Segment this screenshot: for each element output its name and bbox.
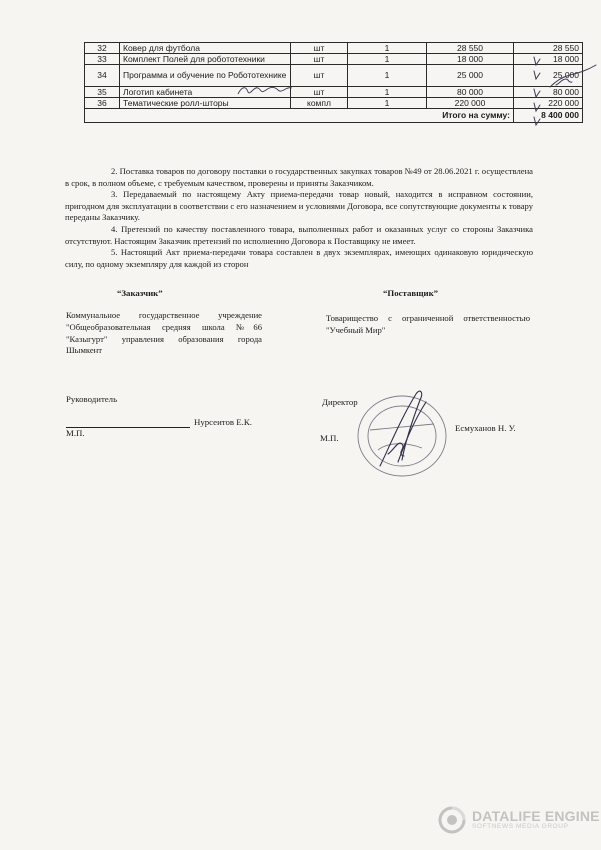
watermark-subtitle: SOFTNEWS MEDIA GROUP [472,823,569,830]
item-sum: 220 000 [514,98,583,109]
item-sum: 25 000 [514,65,583,87]
paragraph-3 [65,189,533,224]
item-price: 18 000 [427,54,514,65]
item-qty: 1 [348,54,427,65]
total-row [85,109,583,123]
customer-role: Руководитель [66,394,118,404]
datalife-watermark [438,806,600,834]
item-unit: шт [291,54,348,65]
item-name: Комплект Полей для робототехники [120,54,291,65]
supplier-signer: Есмуханов Н. У. [455,423,516,433]
table-row [85,43,583,54]
supplier-organization: Товарищество с ограниченной ответственностью "Учебный Мир" [326,313,530,335]
item-sum: 28 550 [514,43,583,54]
paragraph-2 [65,166,533,189]
item-qty: 1 [348,43,427,54]
item-name: Программа и обучение по Робототехнике [120,65,291,87]
customer-signer: Нурсеитов Е.К. [194,417,252,427]
paragraph-3-text: 3. Передаваемый по настоящему Акту приема-передачи товар новый, находится в исправном состоянии, пригодном для эксплуатации в соответствии с его назначением и условиями Договора, все сопутствующие документы к товару переданы Заказчику. [65,189,533,223]
item-unit: шт [291,87,348,98]
table-row [85,98,583,109]
table-row [85,54,583,65]
handwritten-checkmarks [520,55,600,135]
item-sum: 80 000 [514,87,583,98]
customer-organization: Коммунальное государственное учреждение "Общеобразовательная средняя школа №66 "Казыгурт" управления образования города Шымкент [66,310,262,356]
watermark-text [472,809,600,831]
item-unit: шт [291,65,348,87]
item-price: 28 550 [427,43,514,54]
paragraph-4-text: 4. Претензий по качеству поставленного товара, выполненных работ и оказанных услуг со стороны Заказчика отсутствуют. Настоящим Заказчик претензий по исполнению Договора к Поставщику не имеет. [65,224,533,246]
item-name: Ковер для футбола [120,43,291,54]
paragraph-2-text: 2. Поставка товаров по договору поставки о государственных закупках товаров №49 от 28.06.2021 г. осуществлена в срок, в полном объеме, с требуемым качеством, проверены и приняты Заказчиком. [65,166,533,188]
item-unit: шт [291,43,348,54]
item-sum: 18 000 [514,54,583,65]
item-unit: компл [291,98,348,109]
item-qty: 1 [348,98,427,109]
row-number: 33 [85,54,120,65]
item-name: Тематические ролл-шторы [120,98,291,109]
handwritten-note [236,84,296,98]
row-number: 32 [85,43,120,54]
table-row [85,65,583,87]
supplier-heading: “Поставщик” [383,288,439,298]
item-price: 25 000 [427,65,514,87]
item-price: 220 000 [427,98,514,109]
table-row [85,87,583,98]
paragraph-4 [65,224,533,247]
supplier-seal-label: М.П. [320,433,339,443]
customer-seal-label: М.П. [66,428,85,438]
customer-heading: “Заказчик” [117,288,163,298]
row-number: 35 [85,87,120,98]
datalife-logo-icon [438,806,466,834]
item-name: Логотип кабинета [120,87,291,98]
supplier-stamp-and-signature [340,380,460,480]
item-qty: 1 [348,87,427,98]
item-price: 80 000 [427,87,514,98]
item-qty: 1 [348,65,427,87]
row-number: 36 [85,98,120,109]
paragraph-5 [65,247,533,270]
watermark-title: DATALIFE ENGINE [472,808,600,824]
row-number: 34 [85,65,120,87]
items-table [84,42,583,123]
total-value: 8 400 000 [514,109,583,123]
total-label: Итого на сумму: [85,109,514,123]
customer-signature-line [66,427,190,428]
supplier-role: Директор [322,397,358,407]
paragraph-5-text: 5. Настоящий Акт приема-передачи товара составлен в двух экземплярах, имеющих одинаковую юридическую силу, по одному экземпляру для каждой из сторон [65,247,533,269]
